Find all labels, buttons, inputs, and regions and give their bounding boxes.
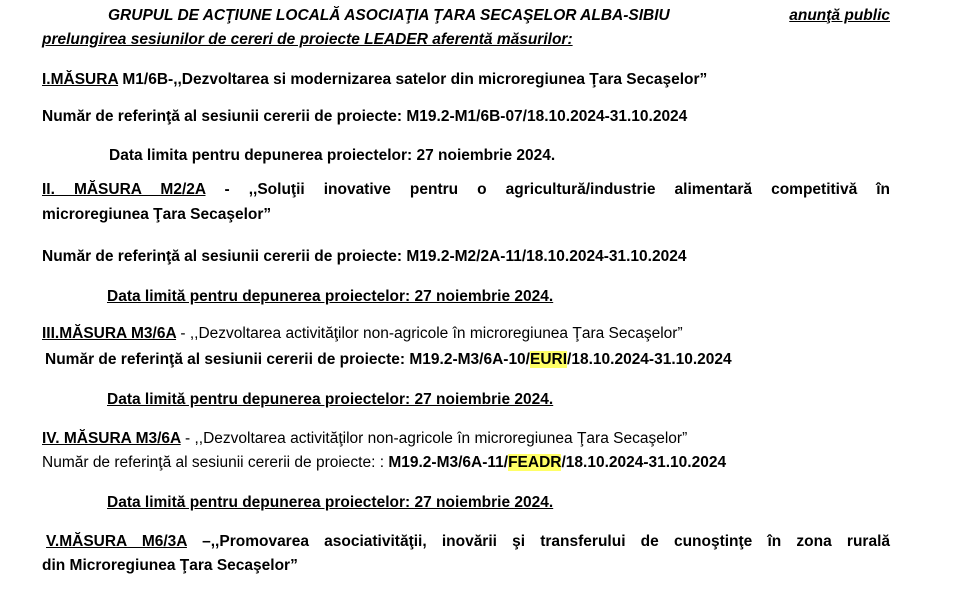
measure-1-title: -,,Dezvoltarea si modernizarea satelor din microregiunea Ţara Secaşelor” (168, 71, 708, 88)
measure-5-title-line1: –,,Promovarea asociativităţii, inovării şi transferului de cunoştinţe în zona rurală (202, 533, 890, 550)
measure-3-ref (45, 350, 732, 370)
measure-3-label: III.MĂSURA M3/6A (42, 325, 177, 342)
measure-3-deadline: Data limită pentru depunerea proiectelor: 27 noiembrie 2024. (107, 391, 554, 408)
measure-2-heading (42, 180, 890, 200)
measure-3-ref-highlight: EURI (530, 351, 568, 368)
measure-2-ref: Număr de referinţă al sesiunii cererii de proiecte: M19.2-M2/2A-11/18.10.2024-31.10.2024 (42, 248, 687, 265)
intro-announces: anunţă public (789, 7, 890, 24)
measure-4-ref-suffix: /18.10.2024-31.10.2024 (561, 454, 727, 471)
measure-2-label: II. MĂSURA M2/2A (42, 181, 206, 198)
measure-4-heading (42, 429, 687, 449)
measure-3-heading (42, 324, 683, 344)
measure-3-ref-suffix: /18.10.2024-31.10.2024 (567, 351, 732, 368)
measure-4-deadline: Data limită pentru depunerea proiectelor: 27 noiembrie 2024. (107, 494, 554, 511)
measure-4-title: - ,,Dezvoltarea activităţilor non-agricole în microregiunea Ţara Secaşelor” (184, 430, 688, 447)
measure-2-deadline: Data limită pentru depunerea proiectelor: 27 noiembrie 2024. (107, 288, 554, 305)
measure-1-label: I.MĂSURA (42, 71, 119, 88)
measure-4-ref-code: M19.2-M3/6A-11/ (388, 454, 509, 471)
intro-line-2: prelungirea sesiunilor de cereri de proiecte LEADER aferentă măsurilor: (42, 31, 573, 48)
measure-1-ref: Număr de referinţă al sesiunii cererii de proiecte: M19.2-M1/6B-07/18.10.2024-31.10.2024 (42, 108, 688, 125)
measure-1-deadline: Data limita pentru depunerea proiectelor: 27 noiembrie 2024. (109, 147, 556, 164)
intro-org: GRUPUL DE ACŢIUNE LOCALĂ ASOCIAŢIA ŢARA SECAŞELOR ALBA-SIBIU (108, 7, 670, 24)
measure-5-heading (42, 532, 890, 552)
measure-5-label: V.MĂSURA M6/3A (46, 533, 187, 550)
intro-line-1 (108, 6, 890, 26)
measure-4-ref (42, 453, 726, 473)
measure-2-title-line2: microregiunea Ţara Secaşelor” (42, 206, 272, 223)
measure-3-ref-prefix: Număr de referinţă al sesiunii cererii de proiecte: M19.2-M3/6A-10/ (45, 351, 530, 368)
measure-4-ref-highlight: FEADR (508, 454, 562, 471)
measure-3-title: - ,,Dezvoltarea activităţilor non-agricole în microregiunea Ţara Secaşelor” (180, 325, 683, 342)
measure-1-heading (42, 70, 707, 90)
measure-2-title-line1: - ,,Soluţii inovative pentru o agricultură/industrie alimentară competitivă în (224, 181, 891, 198)
measure-5-title-line2: din Microregiunea Ţara Secaşelor” (42, 557, 298, 574)
measure-4-ref-prefix: Număr de referinţă al sesiunii cererii de proiecte: : (42, 454, 385, 471)
measure-1-code: M1/6B (122, 71, 169, 88)
measure-4-label: IV. MĂSURA M3/6A (42, 430, 181, 447)
